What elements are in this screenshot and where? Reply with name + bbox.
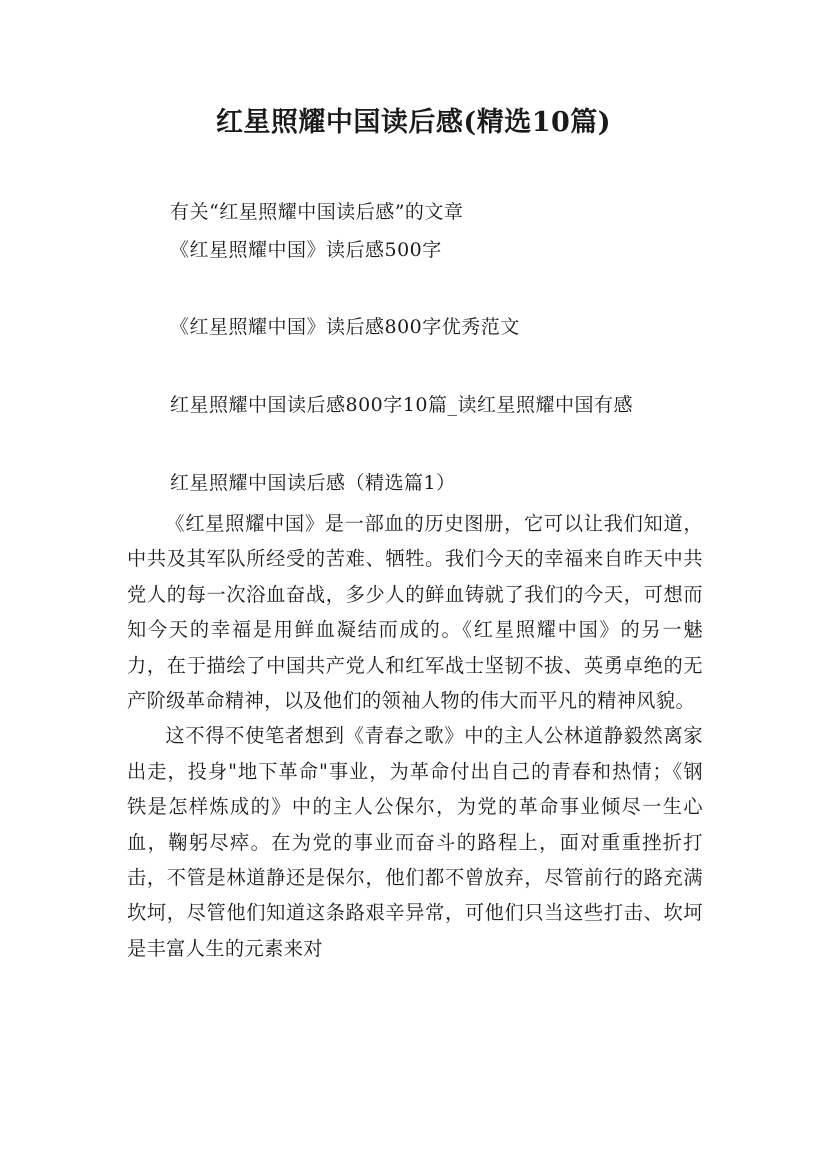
body-paragraph: 《红星照耀中国》是一部血的历史图册，它可以让我们知道，中共及其军队所经受的苦难、牺牲。我们今天的幸福来自昨天中共党人的每一次浴血奋战，多少人的鲜血铸就了我们的今天，可想而知今天的幸福是用鲜血凝结而成的。《红星照耀中国》的另一魅力，在于描绘了中国共产党人和红军战士坚韧不拔、英勇卓绝的无产阶级革命精神，以及他们的领袖人物的伟大而平凡的精神风貌。 xyxy=(127,512,703,713)
related-article-link-2[interactable]: 《红星照耀中国》读后感800字优秀范文 xyxy=(170,316,520,338)
body-paragraph: 这不得不使笔者想到《青春之歌》中的主人公林道静毅然离家出走，投身"地下革命"事业，为革命付出自己的青春和热情；《钢铁是怎样炼成的》中的主人公保尔，为党的革命事业倾尽一生心血，鞠躬尽瘁。在为党的事业而奋斗的路程上，面对重重挫折打击，不管是林道静还是保尔，他们都不曾放弃，尽管前行的路充满坎坷，尽管他们知道这条路艰辛异常，可他们只当这些打击、坎坷是丰富人生的元素来对 xyxy=(127,724,703,960)
related-article-link-1[interactable]: 《红星照耀中国》读后感500字 xyxy=(170,239,442,261)
article-body xyxy=(127,506,703,966)
related-article-link-3[interactable]: 红星照耀中国读后感800字10篇_读红星照耀中国有感 xyxy=(170,394,633,416)
section-heading: 红星照耀中国读后感（精选篇1） xyxy=(170,472,456,494)
related-articles-heading: 有关“红星照耀中国读后感”的文章 xyxy=(170,201,464,223)
document-title: 红星照耀中国读后感(精选10篇) xyxy=(215,107,612,138)
